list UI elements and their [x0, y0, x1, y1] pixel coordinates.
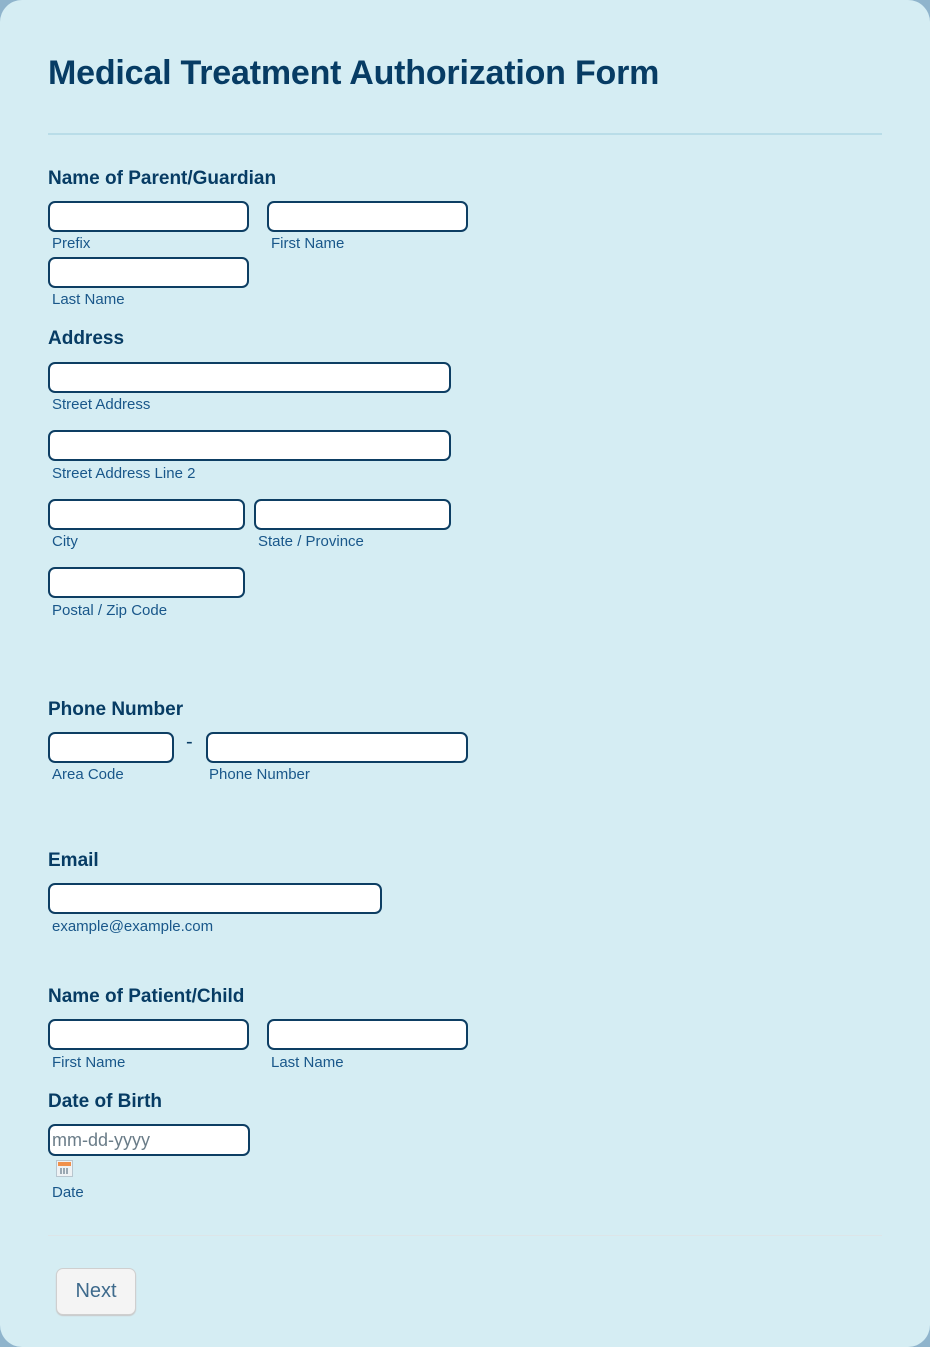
street-address-line2-input[interactable]	[48, 430, 451, 461]
parent-prefix-sublabel: Prefix	[52, 235, 91, 252]
area-code-sublabel: Area Code	[52, 766, 124, 783]
phone-label: Phone Number	[48, 699, 184, 720]
city-sublabel: City	[52, 533, 78, 550]
parent-first-name-sublabel: First Name	[271, 235, 345, 252]
area-code-input[interactable]	[48, 732, 174, 763]
footer-divider	[48, 1235, 882, 1236]
parent-prefix-input[interactable]	[48, 201, 249, 232]
city-input[interactable]	[48, 499, 245, 530]
address-label: Address	[48, 328, 125, 349]
phone-separator: -	[186, 731, 193, 753]
parent-last-name-input[interactable]	[48, 257, 249, 288]
email-input[interactable]	[48, 883, 382, 914]
postal-code-sublabel: Postal / Zip Code	[52, 602, 168, 619]
parent-first-name-input[interactable]	[267, 201, 468, 232]
next-button[interactable]: Next	[56, 1268, 136, 1315]
state-province-input[interactable]	[254, 499, 451, 530]
phone-number-sublabel: Phone Number	[209, 766, 310, 783]
dob-input[interactable]	[48, 1124, 250, 1156]
patient-last-name-input[interactable]	[267, 1019, 468, 1050]
patient-first-name-input[interactable]	[48, 1019, 249, 1050]
email-sublabel: example@example.com	[52, 918, 214, 935]
calendar-icon[interactable]	[56, 1160, 73, 1177]
street-address-input[interactable]	[48, 362, 451, 393]
email-label: Email	[48, 850, 99, 871]
form-title: Medical Treatment Authorization Form	[48, 54, 660, 92]
state-province-sublabel: State / Province	[258, 533, 364, 550]
street-address-sublabel: Street Address	[52, 396, 151, 413]
phone-number-input[interactable]	[206, 732, 468, 763]
dob-label: Date of Birth	[48, 1091, 162, 1112]
title-divider	[48, 133, 882, 135]
dob-sublabel: Date	[52, 1184, 84, 1201]
parent-name-label: Name of Parent/Guardian	[48, 168, 277, 189]
street-address-line2-sublabel: Street Address Line 2	[52, 465, 196, 482]
patient-last-name-sublabel: Last Name	[271, 1054, 344, 1071]
patient-name-label: Name of Patient/Child	[48, 986, 245, 1007]
patient-first-name-sublabel: First Name	[52, 1054, 126, 1071]
postal-code-input[interactable]	[48, 567, 245, 598]
parent-last-name-sublabel: Last Name	[52, 291, 125, 308]
